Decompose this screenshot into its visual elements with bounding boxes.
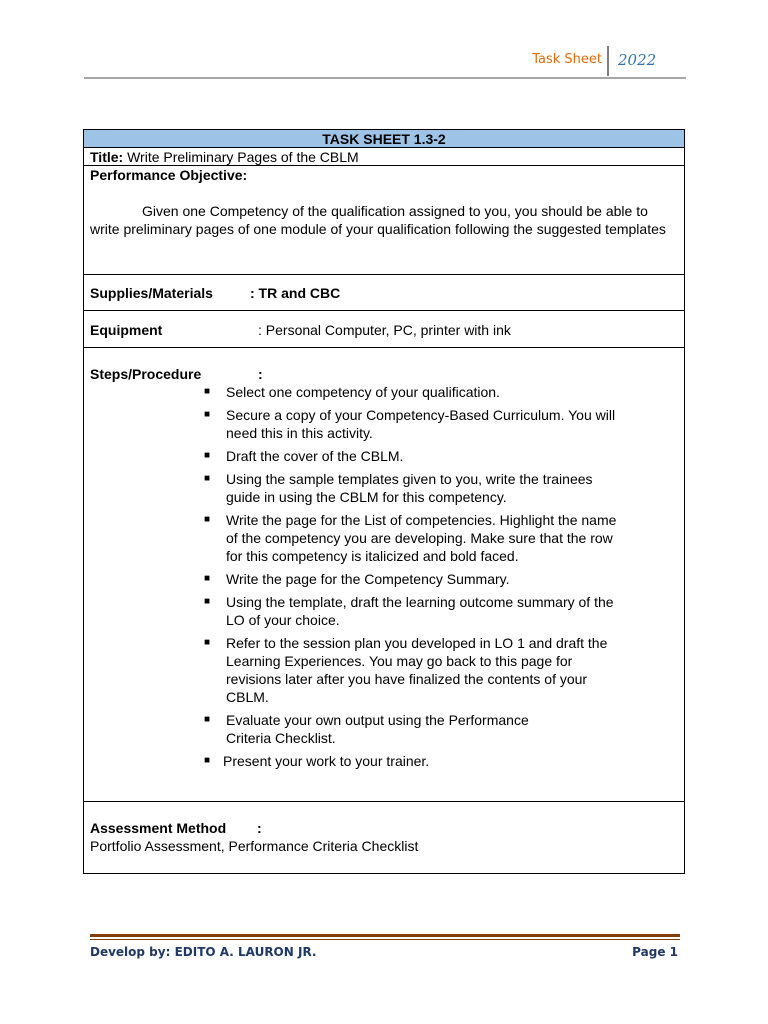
assessment-label: Assessment Method [90, 820, 227, 836]
objective-label: Performance Objective: [90, 167, 248, 183]
step-text: Refer to the session plan you developed in LO 1 and draft the Learning Experiences. You may go back to this page for revisions later after you have finalized the contents of your CBLM. [226, 635, 608, 705]
equipment-value: : Personal Computer, PC, printer with ink [258, 322, 511, 338]
step-text: Present your work to your trainer. [223, 753, 430, 769]
footer-rule-thick [90, 934, 680, 937]
header-label: Task Sheet [532, 52, 602, 67]
bullet-icon: ■ [204, 755, 211, 766]
bullet-icon: ■ [204, 637, 211, 648]
step-item [204, 406, 626, 442]
steps-label: Steps/Procedure [90, 366, 202, 382]
header-rule [84, 77, 686, 79]
step-item [204, 470, 626, 506]
bullet-icon: ■ [204, 450, 211, 461]
footer-developer: Develop by: EDITO A. LAURON JR. [90, 945, 317, 959]
step-text: Write the page for the List of competencies. Highlight the name of the competency you are developing. Make sure that the row for this competency is italicized and bold faced. [226, 512, 617, 564]
bullet-icon: ■ [204, 514, 211, 525]
steps-list [90, 383, 678, 770]
task-sheet-title-bar: TASK SHEET 1.3-2 [84, 130, 684, 148]
title-value: Write Preliminary Pages of the CBLM [127, 149, 359, 165]
step-item [204, 383, 626, 401]
bullet-icon: ■ [204, 409, 211, 420]
objective-text: Given one Competency of the qualification assigned to you, you should be able to write preliminary pages of one module of your qualification following the suggested templates [90, 203, 666, 237]
assessment-colon: : [257, 820, 262, 836]
step-item [204, 447, 626, 465]
step-item [204, 711, 556, 747]
bullet-icon: ■ [204, 714, 211, 725]
step-item [204, 511, 626, 565]
supplies-row [84, 275, 684, 311]
equipment-row [84, 311, 684, 348]
step-text: Select one competency of your qualification. [226, 384, 500, 400]
step-text: Write the page for the Competency Summary. [226, 571, 510, 587]
assessment-row [84, 802, 684, 873]
step-text: Secure a copy of your Competency-Based Curriculum. You will need this in this activity. [226, 407, 616, 441]
bullet-icon: ■ [204, 596, 211, 607]
task-sheet-table [83, 129, 685, 874]
steps-colon: : [258, 366, 263, 382]
header-year: 2022 [618, 51, 657, 69]
steps-row [84, 348, 684, 802]
bullet-icon: ■ [204, 573, 211, 584]
step-item [204, 752, 623, 770]
step-item [204, 570, 626, 588]
bullet-icon: ■ [204, 386, 211, 397]
step-text: Using the template, draft the learning outcome summary of the LO of your choice. [226, 594, 614, 628]
objective-row [84, 166, 684, 275]
supplies-label: Supplies/Materials [90, 285, 213, 301]
footer-rule-thin [90, 939, 680, 940]
step-text: Draft the cover of the CBLM. [226, 448, 404, 464]
step-text: Evaluate your own output using the Performance Criteria Checklist. [226, 712, 529, 746]
supplies-value: : TR and CBC [250, 285, 341, 301]
header-separator [607, 46, 609, 76]
assessment-value: Portfolio Assessment, Performance Criteria Checklist [90, 838, 419, 854]
step-item [204, 634, 626, 706]
step-text: Using the sample templates given to you, write the trainees guide in using the CBLM for this competency. [226, 471, 593, 505]
equipment-label: Equipment [90, 322, 163, 338]
footer-page-number: Page 1 [632, 945, 678, 959]
step-item [204, 593, 626, 629]
bullet-icon: ■ [204, 473, 211, 484]
title-row [84, 148, 684, 166]
title-label: Title: [90, 149, 124, 165]
